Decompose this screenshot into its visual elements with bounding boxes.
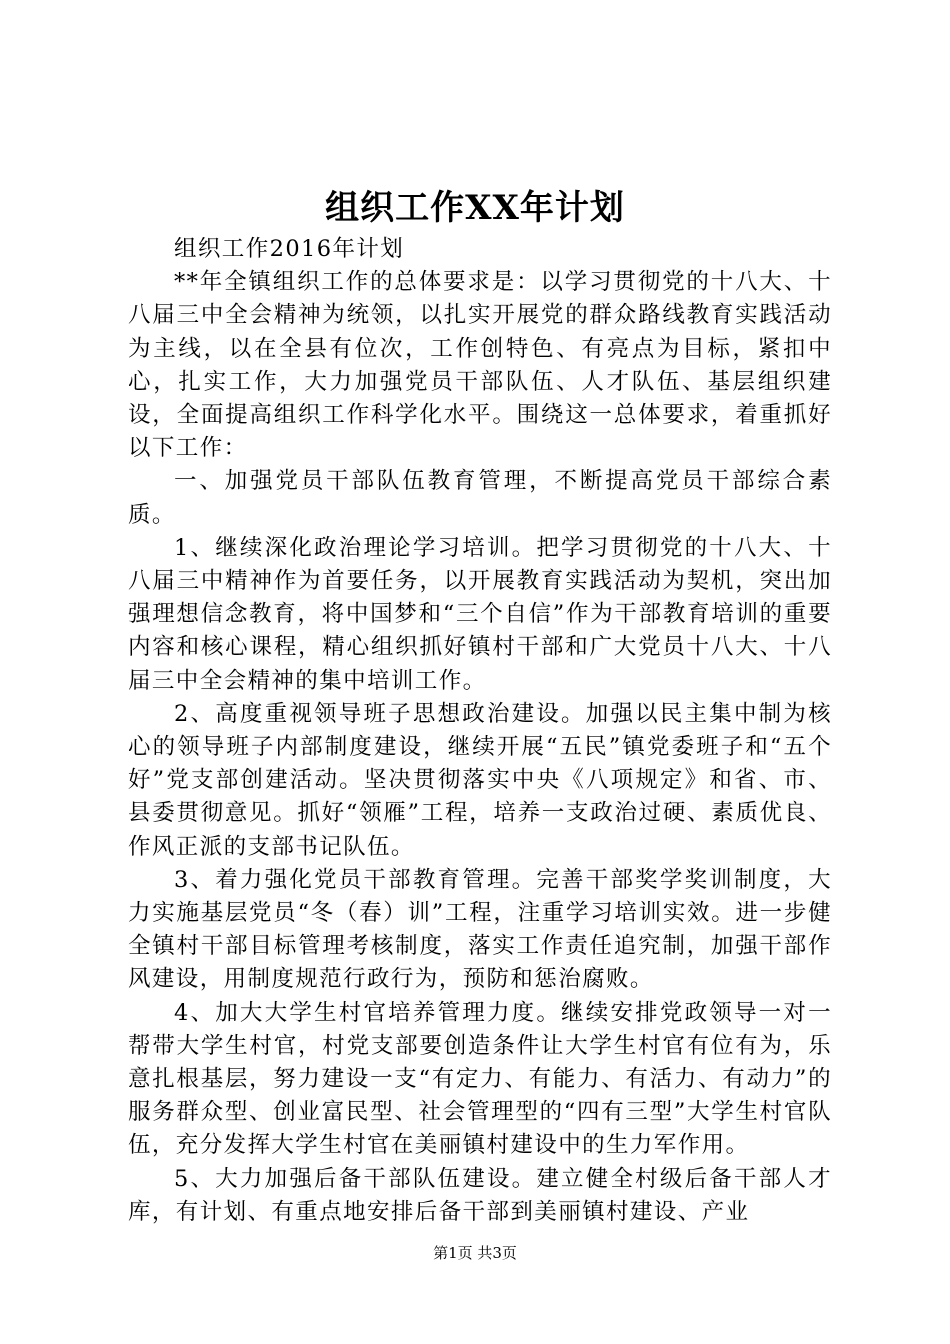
document-title: 组织工作XX年计划 — [325, 188, 625, 228]
page-footer: 第1页 共3页 — [433, 1244, 517, 1262]
item-paragraph-3: 3、着力强化党员干部教育管理。完善干部奖学奖训制度，大力实施基层党员“冬（春）训”工程，注重学习培训实效。进一步健全镇村干部目标管理考核制度，落实工作责任追究制，加强干部作风建设，用制度规范行政行为，预防和惩治腐败。 — [128, 866, 832, 993]
subtitle-paragraph: 组织工作2016年计划 — [174, 236, 405, 262]
intro-paragraph: **年全镇组织工作的总体要求是：以学习贯彻党的十八大、十八届三中全会精神为统领，以扎实开展党的群众路线教育实践活动为主线，以在全县有位次，工作创特色、有亮点为目标，紧扣中心，扎实工作，大力加强党员干部队伍、人才队伍、基层组织建设，全面提高组织工作科学化水平。围绕这一总体要求，着重抓好以下工作： — [128, 269, 832, 462]
section-heading: 一、加强党员干部队伍教育管理，不断提高党员干部综合素质。 — [128, 468, 832, 528]
item-paragraph-2: 2、高度重视领导班子思想政治建设。加强以民主集中制为核心的领导班子内部制度建设，继续开展“五民”镇党委班子和“五个好”党支部创建活动。坚决贯彻落实中央《八项规定》和省、市、县委贯彻意见。抓好“领雁”工程，培养一支政治过硬、素质优良、作风正派的支部书记队伍。 — [128, 700, 832, 860]
item-paragraph-1: 1、继续深化政治理论学习培训。把学习贯彻党的十八大、十八届三中精神作为首要任务，以开展教育实践活动为契机，突出加强理想信念教育，将中国梦和“三个自信”作为干部教育培训的重要内容和核心课程，精心组织抓好镇村干部和广大党员十八大、十八届三中全会精神的集中培训工作。 — [128, 534, 832, 694]
item-paragraph-5: 5、大力加强后备干部队伍建设。建立健全村级后备干部人才库，有计划、有重点地安排后备干部到美丽镇村建设、产业 — [128, 1165, 832, 1225]
item-paragraph-4: 4、加大大学生村官培养管理力度。继续安排党政领导一对一帮带大学生村官，村党支部要创造条件让大学生村官有位有为，乐意扎根基层，努力建设一支“有定力、有能力、有活力、有动力”的服务群众型、创业富民型、社会管理型的“四有三型”大学生村官队伍，充分发挥大学生村官在美丽镇村建设中的生力军作用。 — [128, 999, 832, 1159]
document-body — [128, 233, 832, 1229]
